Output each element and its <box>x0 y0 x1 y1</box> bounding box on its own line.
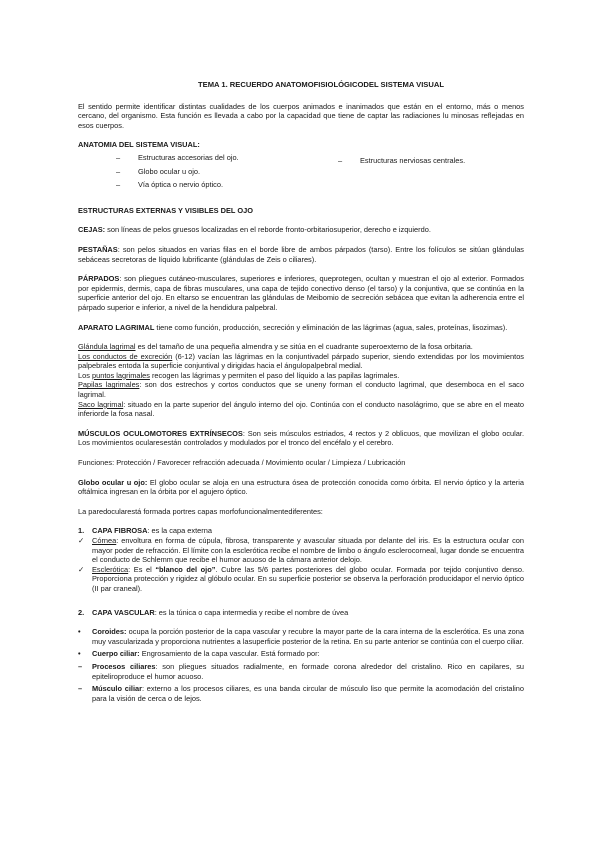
funciones-paragraph: Funciones: Protección / Favorecer refracción adecuada / Movimiento ocular / Limpieza / Lubricación <box>78 458 406 468</box>
list-item: – Músculo ciliar: externo a los procesos ciliares, es una banda circular de músculo liso que permite la acomodación del cristalino para la visión de cerca o de lejos. <box>78 684 524 703</box>
list-item: Saco lagrimal: situado en la parte superior del ángulo interno del ojo. Continúa con el conducto nasolágrimo, que se abre en el meato inferiorde la fosa nasal. <box>78 399 524 419</box>
check-icon: ✓ <box>78 564 85 574</box>
globo-paragraph: Globo ocular u ojo: El globo ocular se aloja en una estructura ósea de protección conocida como órbita. El nervio óptico y la arteria oftálmica ingresan en la órbita por el agujero óptico. <box>78 477 525 497</box>
list-item: – Estructuras accesorias del ojo. <box>116 152 239 162</box>
list-item: – Globo ocular u ojo. <box>116 166 201 176</box>
cornea-item: ✓ Córnea: envoltura en forma de cúpula, fibrosa, transparente y avascular situada por delante del iris. Es la estructura ocular con mayor poder de refracción. El límite con la esclerótica recibe el nombre de limbo o ángulo esclerocorneal, lugar donde se encuentra el conducto de Schlemm que recibe el humor acuoso de la cámara anterior delojo. <box>78 536 524 565</box>
anatomia-heading: ANATOMIA DEL SISTEMA VISUAL: <box>78 140 200 150</box>
list-item: Los conductos de excreción (6-12) vacían las lágrimas en la conjuntivadel párpado superior, siendo extendidas por los movimientos palpebrales entoda la superficie conjuntival y dirigidas hacia el ángulopalpebral medial. <box>78 351 524 371</box>
musculos-paragraph: MÚSCULOS OCULOMOTORES EXTRÍNSECOS: Son seis músculos estriados, 4 rectos y 2 oblicuos, que movilizan el globo ocular. Los movimientos ocularesestán controlados y modulados por el tronco del encéfalo y el cerebro. <box>78 428 524 448</box>
cejas-paragraph: CEJAS: son líneas de pelos gruesos localizadas en el reborde fronto-orbitariosuperior, derecho e izquierdo. <box>78 225 431 235</box>
list-item: – Vía óptica o nervio óptico. <box>116 180 224 190</box>
capa-fibrosa-heading: 1. CAPA FIBROSA: es la capa externa <box>78 526 212 536</box>
list-item: – Procesos ciliares: son pliegues situados radialmente, en formade corona alrededor del cristalino. Rico en capilares, su epiteliroproduce el humor acuoso. <box>78 661 524 681</box>
esclerotica-item: ✓ Esclerótica: Es el “blanco del ojo”. Cubre las 5/6 partes posteriores del globo ocular. Formada por tejido conjuntivo denso. Proporciona protección y rigidez al glóbulo ocular. En su superficie posterior se observa la perforación producidapor el nervio óptico (II par craneal). <box>78 564 525 593</box>
document-title: TEMA 1. RECUERDO ANATOMOFISIOLÓGICODEL SISTEMA VISUAL <box>198 80 444 89</box>
list-item: • Cuerpo ciliar: Engrosamiento de la capa vascular. Está formado por: <box>78 649 320 659</box>
list-item: Los puntos lagrimales recogen las lágrimas y permiten el paso del líquido a las papilas lagrimales. <box>78 370 400 380</box>
externas-heading: ESTRUCTURAS EXTERNAS Y VISIBLES DEL OJO <box>78 205 253 215</box>
capa-fibrosa-section <box>78 526 524 593</box>
lagrimal-details <box>78 342 524 419</box>
list-item: – Estructuras nerviosas centrales. <box>338 155 466 165</box>
anatomia-list <box>78 153 524 194</box>
intro-paragraph: El sentido permite identificar distintas cualidades de los cuerpos animados e inanimados que están en el entorno, más o menos cercano, del organismo. Esta función es llevada a cabo por la capacidad que tiene de captar las radiaciones lu minosas reflejadas en esos cuerpos. <box>78 101 524 130</box>
list-item: • Coroides: ocupa la porción posterior de la capa vascular y recubre la mayor parte de la cara interna de la esclerótica. Es una zona muy vascularizada y proporciona nutrientes a lasuperficie posterior de la retina. En su parte anterior se continúa con el cuerpo ciliar. <box>78 627 524 646</box>
capa-vascular-heading: 2. CAPA VASCULAR: es la túnica o capa intermedia y recibe el nombre de úvea <box>78 607 349 617</box>
anatomia-list-right <box>338 153 465 194</box>
capa-vascular-list <box>78 627 524 703</box>
capas-intro: La paredocularestá formada portres capas morfofuncionalmentediferentes: <box>78 506 323 516</box>
lagrimal-paragraph: APARATO LAGRIMAL tiene como función, producción, secreción y eliminación de las lágrimas (agua, sales, proteínas, lisozimas). <box>78 322 508 332</box>
anatomia-list-left <box>78 153 338 194</box>
document-page <box>78 80 524 706</box>
list-item: Papilas lagrimales: son dos estrechos y cortos conductos que se uneny forman el conducto lagrimal, que desemboca en el saco lagrimal. <box>78 380 524 400</box>
list-item: Glándula lagrimal es del tamaño de una pequeña almendra y se sitúa en el cuadrante superoexterno de la fosa orbitaria. <box>78 342 473 352</box>
check-icon: ✓ <box>78 536 85 545</box>
pestanas-paragraph: PESTAÑAS: son pelos situados en varias filas en el borde libre de ambos párpados (tarso). Entre los folículos se sitúan glándulas sebáceas secretoras de líquido lubrificante (glándulas de Zeis o ciliares). <box>78 244 524 264</box>
parpados-paragraph: PÁRPADOS: son pliegues cutáneo-musculares, superiores e inferiores, queprotegen, ocultan y muestran el ojo al exterior. Formados por epidermis, dermis, capa de fibras musculares, una capa de tejido conectivo denso (el tarso) y la conjuntiva, que se continúa en la superficie anterior del ojo. En eltarso se encuentran las glándulas de Meibomio de secreción sebácea que evitan la adherencia entre el párpado superior e inferior, a nivel de la hendidura palpebral. <box>78 274 524 312</box>
